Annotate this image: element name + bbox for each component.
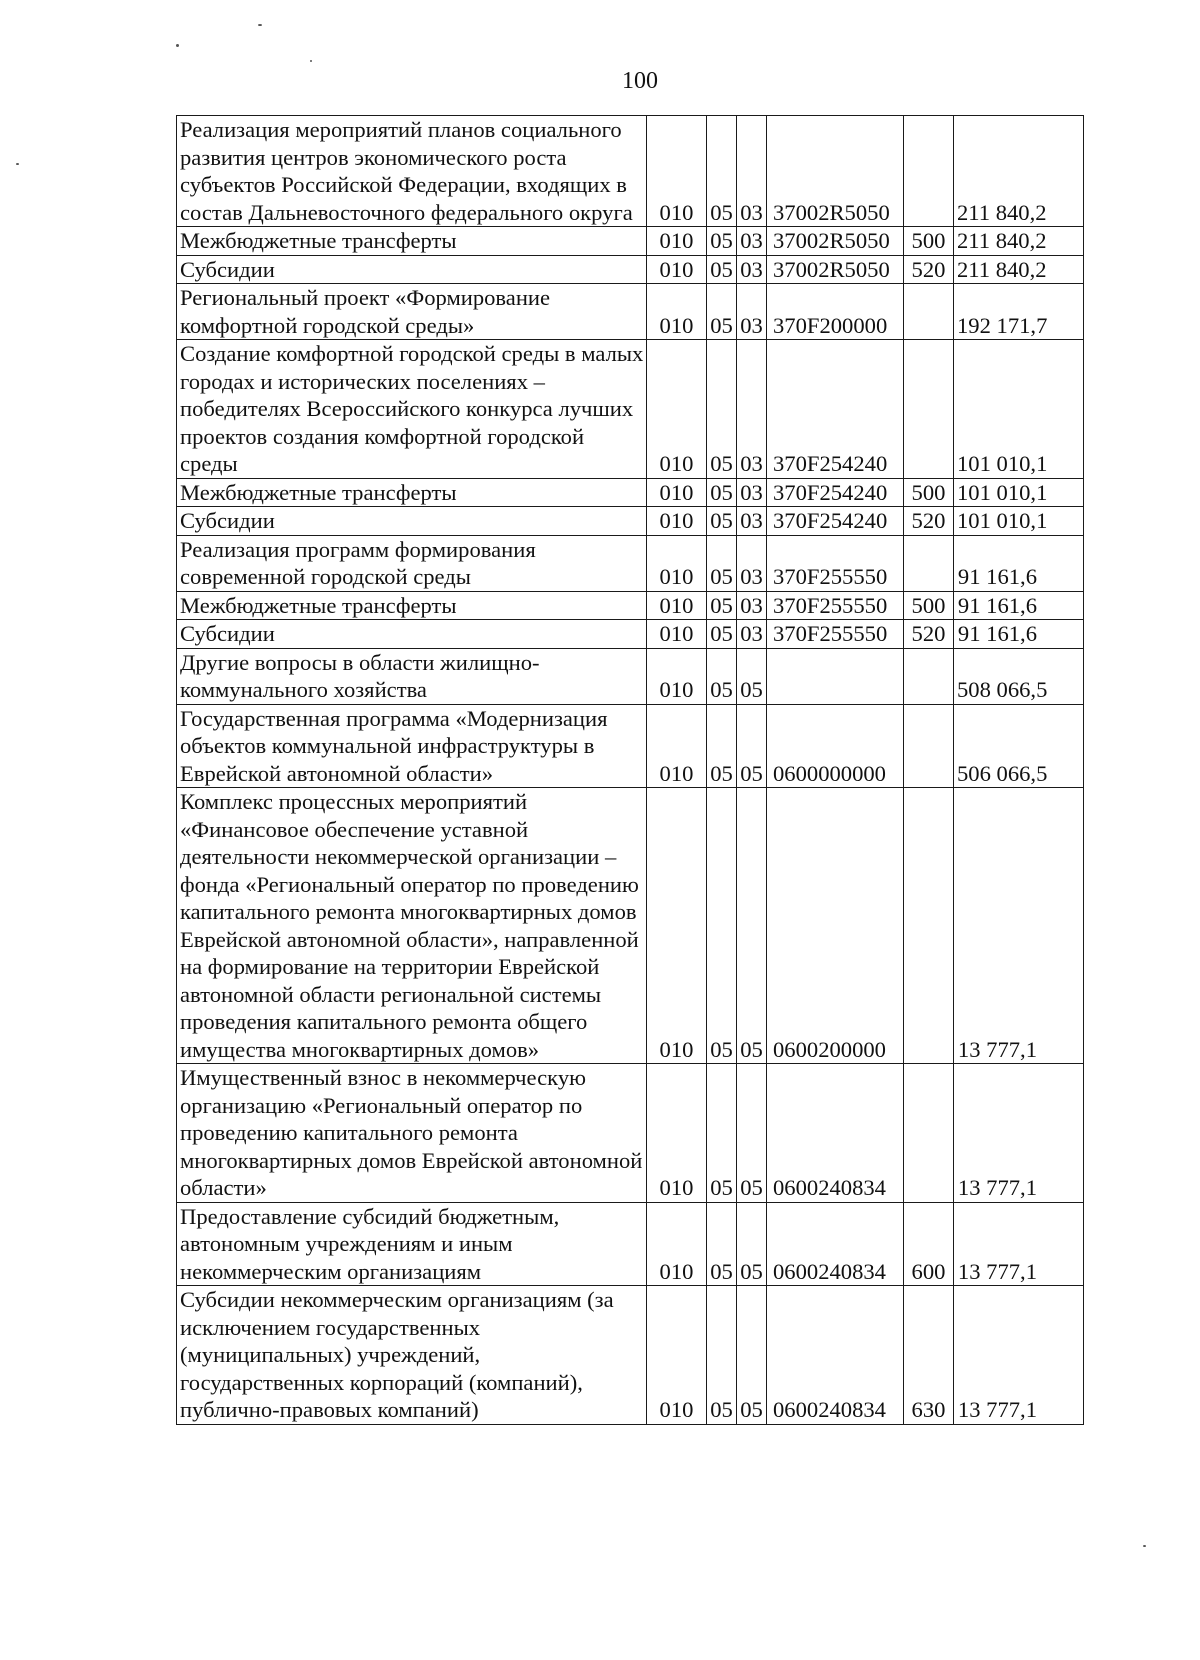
target-article-cell: 370F254240 bbox=[767, 340, 904, 479]
row-name-cell: Межбюджетные трансферты bbox=[177, 227, 647, 256]
target-article-cell: 0600000000 bbox=[767, 704, 904, 788]
table-row bbox=[177, 704, 1084, 788]
ministry-code-cell: 010 bbox=[647, 507, 707, 536]
subsection-code-cell: 03 bbox=[737, 255, 767, 284]
amount-cell: 13 777,1 bbox=[954, 1286, 1084, 1425]
target-article-cell: 370F255550 bbox=[767, 591, 904, 620]
expense-type-cell bbox=[904, 340, 954, 479]
scan-speck bbox=[310, 60, 312, 62]
amount-cell: 13 777,1 bbox=[954, 788, 1084, 1064]
ministry-code-cell: 010 bbox=[647, 255, 707, 284]
subsection-code-cell: 05 bbox=[737, 1202, 767, 1286]
row-name-cell: Субсидии bbox=[177, 620, 647, 649]
amount-cell: 211 840,2 bbox=[954, 116, 1084, 227]
table-row bbox=[177, 1286, 1084, 1425]
row-name-cell: Имущественный взнос в некоммерческую организацию «Региональный оператор по проведению капитального ремонта многоквартирных домов Еврейской автономной области» bbox=[177, 1064, 647, 1203]
amount-cell: 101 010,1 bbox=[954, 507, 1084, 536]
target-article-cell: 370F200000 bbox=[767, 284, 904, 340]
table-row bbox=[177, 227, 1084, 256]
subsection-code-cell: 05 bbox=[737, 648, 767, 704]
target-article-cell bbox=[767, 648, 904, 704]
expense-type-cell: 600 bbox=[904, 1202, 954, 1286]
expense-type-cell: 630 bbox=[904, 1286, 954, 1425]
table-row bbox=[177, 788, 1084, 1064]
amount-cell: 192 171,7 bbox=[954, 284, 1084, 340]
expense-type-cell bbox=[904, 284, 954, 340]
amount-cell: 211 840,2 bbox=[954, 255, 1084, 284]
section-code-cell: 05 bbox=[707, 704, 737, 788]
subsection-code-cell: 03 bbox=[737, 116, 767, 227]
section-code-cell: 05 bbox=[707, 535, 737, 591]
section-code-cell: 05 bbox=[707, 227, 737, 256]
row-name-cell: Государственная программа «Модернизация объектов коммунальной инфраструктуры в Еврейской автономной области» bbox=[177, 704, 647, 788]
scan-speck bbox=[1143, 1545, 1146, 1547]
table-row bbox=[177, 284, 1084, 340]
ministry-code-cell: 010 bbox=[647, 227, 707, 256]
expense-type-cell bbox=[904, 535, 954, 591]
expense-type-cell: 520 bbox=[904, 620, 954, 649]
expense-type-cell bbox=[904, 648, 954, 704]
row-name-cell: Межбюджетные трансферты bbox=[177, 591, 647, 620]
scan-speck bbox=[16, 163, 19, 165]
ministry-code-cell: 010 bbox=[647, 478, 707, 507]
amount-cell: 101 010,1 bbox=[954, 478, 1084, 507]
subsection-code-cell: 03 bbox=[737, 535, 767, 591]
table-row bbox=[177, 620, 1084, 649]
row-name-cell: Реализация программ формирования современной городской среды bbox=[177, 535, 647, 591]
ministry-code-cell: 010 bbox=[647, 591, 707, 620]
ministry-code-cell: 010 bbox=[647, 1202, 707, 1286]
target-article-cell: 370F255550 bbox=[767, 535, 904, 591]
row-name-cell: Комплекс процессных мероприятий «Финансовое обеспечение уставной деятельности некоммерческой организации – фонда «Региональный оператор по проведению капитального ремонта многоквартирных домов Еврейской автономной области», направленной на формирование на территории Еврейской автономной области региональной системы проведения капитального ремонта общего имущества многоквартирных домов» bbox=[177, 788, 647, 1064]
target-article-cell: 0600200000 bbox=[767, 788, 904, 1064]
target-article-cell: 0600240834 bbox=[767, 1286, 904, 1425]
subsection-code-cell: 03 bbox=[737, 284, 767, 340]
section-code-cell: 05 bbox=[707, 1064, 737, 1203]
ministry-code-cell: 010 bbox=[647, 116, 707, 227]
amount-cell: 101 010,1 bbox=[954, 340, 1084, 479]
subsection-code-cell: 05 bbox=[737, 1286, 767, 1425]
scan-speck bbox=[176, 44, 179, 47]
target-article-cell: 37002R5050 bbox=[767, 227, 904, 256]
row-name-cell: Субсидии bbox=[177, 255, 647, 284]
target-article-cell: 37002R5050 bbox=[767, 255, 904, 284]
section-code-cell: 05 bbox=[707, 648, 737, 704]
row-name-cell: Межбюджетные трансферты bbox=[177, 478, 647, 507]
table-row bbox=[177, 116, 1084, 227]
table-row bbox=[177, 1064, 1084, 1203]
ministry-code-cell: 010 bbox=[647, 535, 707, 591]
section-code-cell: 05 bbox=[707, 788, 737, 1064]
target-article-cell: 0600240834 bbox=[767, 1202, 904, 1286]
row-name-cell: Субсидии bbox=[177, 507, 647, 536]
scan-speck bbox=[258, 24, 262, 26]
ministry-code-cell: 010 bbox=[647, 340, 707, 479]
ministry-code-cell: 010 bbox=[647, 1286, 707, 1425]
ministry-code-cell: 010 bbox=[647, 704, 707, 788]
amount-cell: 13 777,1 bbox=[954, 1064, 1084, 1203]
table-row bbox=[177, 648, 1084, 704]
ministry-code-cell: 010 bbox=[647, 648, 707, 704]
subsection-code-cell: 03 bbox=[737, 620, 767, 649]
amount-cell: 508 066,5 bbox=[954, 648, 1084, 704]
expense-type-cell bbox=[904, 116, 954, 227]
section-code-cell: 05 bbox=[707, 478, 737, 507]
subsection-code-cell: 03 bbox=[737, 591, 767, 620]
ministry-code-cell: 010 bbox=[647, 284, 707, 340]
section-code-cell: 05 bbox=[707, 255, 737, 284]
section-code-cell: 05 bbox=[707, 591, 737, 620]
expense-type-cell: 500 bbox=[904, 478, 954, 507]
table-row bbox=[177, 1202, 1084, 1286]
amount-cell: 506 066,5 bbox=[954, 704, 1084, 788]
amount-cell: 13 777,1 bbox=[954, 1202, 1084, 1286]
subsection-code-cell: 03 bbox=[737, 340, 767, 479]
table-row bbox=[177, 340, 1084, 479]
table-row bbox=[177, 255, 1084, 284]
section-code-cell: 05 bbox=[707, 507, 737, 536]
section-code-cell: 05 bbox=[707, 1202, 737, 1286]
subsection-code-cell: 03 bbox=[737, 227, 767, 256]
amount-cell: 91 161,6 bbox=[954, 620, 1084, 649]
section-code-cell: 05 bbox=[707, 284, 737, 340]
row-name-cell: Субсидии некоммерческим организациям (за исключением государственных (муниципальных) учреждений, государственных корпораций (компаний), публично-правовых компаний) bbox=[177, 1286, 647, 1425]
subsection-code-cell: 03 bbox=[737, 478, 767, 507]
table-body bbox=[177, 116, 1084, 1425]
expense-type-cell bbox=[904, 788, 954, 1064]
subsection-code-cell: 05 bbox=[737, 788, 767, 1064]
subsection-code-cell: 05 bbox=[737, 1064, 767, 1203]
table-row bbox=[177, 535, 1084, 591]
amount-cell: 211 840,2 bbox=[954, 227, 1084, 256]
row-name-cell: Другие вопросы в области жилищно-коммунального хозяйства bbox=[177, 648, 647, 704]
row-name-cell: Региональный проект «Формирование комфортной городской среды» bbox=[177, 284, 647, 340]
expense-type-cell: 500 bbox=[904, 227, 954, 256]
section-code-cell: 05 bbox=[707, 116, 737, 227]
target-article-cell: 370F255550 bbox=[767, 620, 904, 649]
target-article-cell: 0600240834 bbox=[767, 1064, 904, 1203]
row-name-cell: Создание комфортной городской среды в малых городах и исторических поселениях – победителях Всероссийского конкурса лучших проектов создания комфортной городской среды bbox=[177, 340, 647, 479]
target-article-cell: 370F254240 bbox=[767, 478, 904, 507]
expense-type-cell bbox=[904, 704, 954, 788]
table-row bbox=[177, 478, 1084, 507]
section-code-cell: 05 bbox=[707, 340, 737, 479]
budget-table bbox=[176, 115, 1084, 1425]
section-code-cell: 05 bbox=[707, 1286, 737, 1425]
ministry-code-cell: 010 bbox=[647, 1064, 707, 1203]
ministry-code-cell: 010 bbox=[647, 620, 707, 649]
page-number: 100 bbox=[622, 68, 658, 94]
row-name-cell: Предоставление субсидий бюджетным, автономным учреждениям и иным некоммерческим организациям bbox=[177, 1202, 647, 1286]
amount-cell: 91 161,6 bbox=[954, 535, 1084, 591]
section-code-cell: 05 bbox=[707, 620, 737, 649]
row-name-cell: Реализация мероприятий планов социального развития центров экономического роста субъектов Российской Федерации, входящих в состав Дальневосточного федерального округа bbox=[177, 116, 647, 227]
amount-cell: 91 161,6 bbox=[954, 591, 1084, 620]
table-row bbox=[177, 507, 1084, 536]
expense-type-cell bbox=[904, 1064, 954, 1203]
target-article-cell: 370F254240 bbox=[767, 507, 904, 536]
table-row bbox=[177, 591, 1084, 620]
expense-type-cell: 520 bbox=[904, 507, 954, 536]
subsection-code-cell: 03 bbox=[737, 507, 767, 536]
expense-type-cell: 520 bbox=[904, 255, 954, 284]
expense-type-cell: 500 bbox=[904, 591, 954, 620]
target-article-cell: 37002R5050 bbox=[767, 116, 904, 227]
ministry-code-cell: 010 bbox=[647, 788, 707, 1064]
subsection-code-cell: 05 bbox=[737, 704, 767, 788]
